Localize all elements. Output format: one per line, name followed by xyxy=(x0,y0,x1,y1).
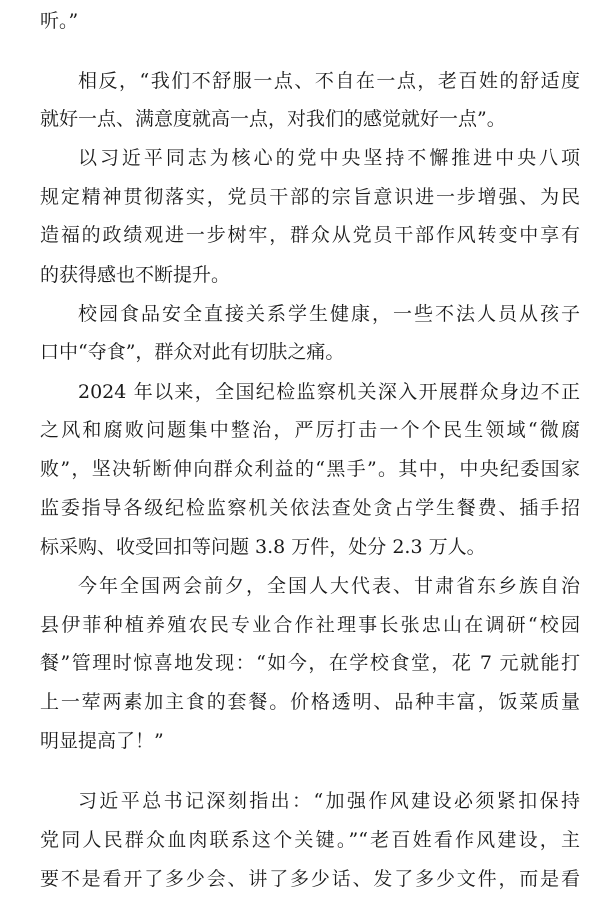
text-line: 党同人民群众血肉联系这个关键。”“老百姓看作风建设，主 xyxy=(40,829,580,851)
text-line: 之风和腐败问题集中整治，严厉打击一个个民生领域“微腐 xyxy=(40,419,580,441)
text-line: 今年全国两会前夕，全国人大代表、甘肃省东乡族自治 xyxy=(78,575,580,597)
text-line: 监委指导各级纪检监察机关依法查处贪占学生餐费、插手招 xyxy=(40,497,580,519)
text-line: 就好一点、满意度就高一点，对我们的感觉就好一点”。 xyxy=(40,108,506,130)
text-line: 标采购、收受回扣等问题 3.8 万件，处分 2.3 万人。 xyxy=(40,536,486,558)
text-line: 明显提高了！” xyxy=(40,730,164,752)
text-line: 造福的政绩观进一步树牢，群众从党员干部作风转变中享有 xyxy=(40,224,580,246)
text-line: 听。” xyxy=(40,10,79,32)
text-line: 败”，坚决斩断伸向群众利益的“黑手”。其中，中央纪委国家 xyxy=(40,458,580,480)
text-line: 要不是看开了多少会、讲了多少话、发了多少文件，而是看 xyxy=(40,868,580,890)
text-line: 上一荤两素加主食的套餐。价格透明、品种丰富，饭菜质量 xyxy=(40,691,580,713)
text-line: 县伊菲种植养殖农民专业合作社理事长张忠山在调研“校园 xyxy=(40,614,580,636)
text-line: 校园食品安全直接关系学生健康，一些不法人员从孩子 xyxy=(78,303,580,325)
text-line: 相反，“我们不舒服一点、不自在一点，老百姓的舒适度 xyxy=(78,70,580,92)
text-line: 餐”管理时惊喜地发现：“如今，在学校食堂，花 7 元就能打 xyxy=(40,652,580,674)
text-line: 口中“夺食”，群众对此有切肤之痛。 xyxy=(40,341,345,363)
text-line: 的获得感也不断提升。 xyxy=(40,264,231,286)
text-line: 习近平总书记深刻指出：“加强作风建设必须紧扣保持 xyxy=(78,790,580,812)
text-line: 2024 年以来，全国纪检监察机关深入开展群众身边不正 xyxy=(78,381,580,403)
text-line: 以习近平同志为核心的党中央坚持不懈推进中央八项 xyxy=(78,147,580,169)
text-line: 规定精神贯彻落实，党员干部的宗旨意识进一步增强、为民 xyxy=(40,186,580,208)
